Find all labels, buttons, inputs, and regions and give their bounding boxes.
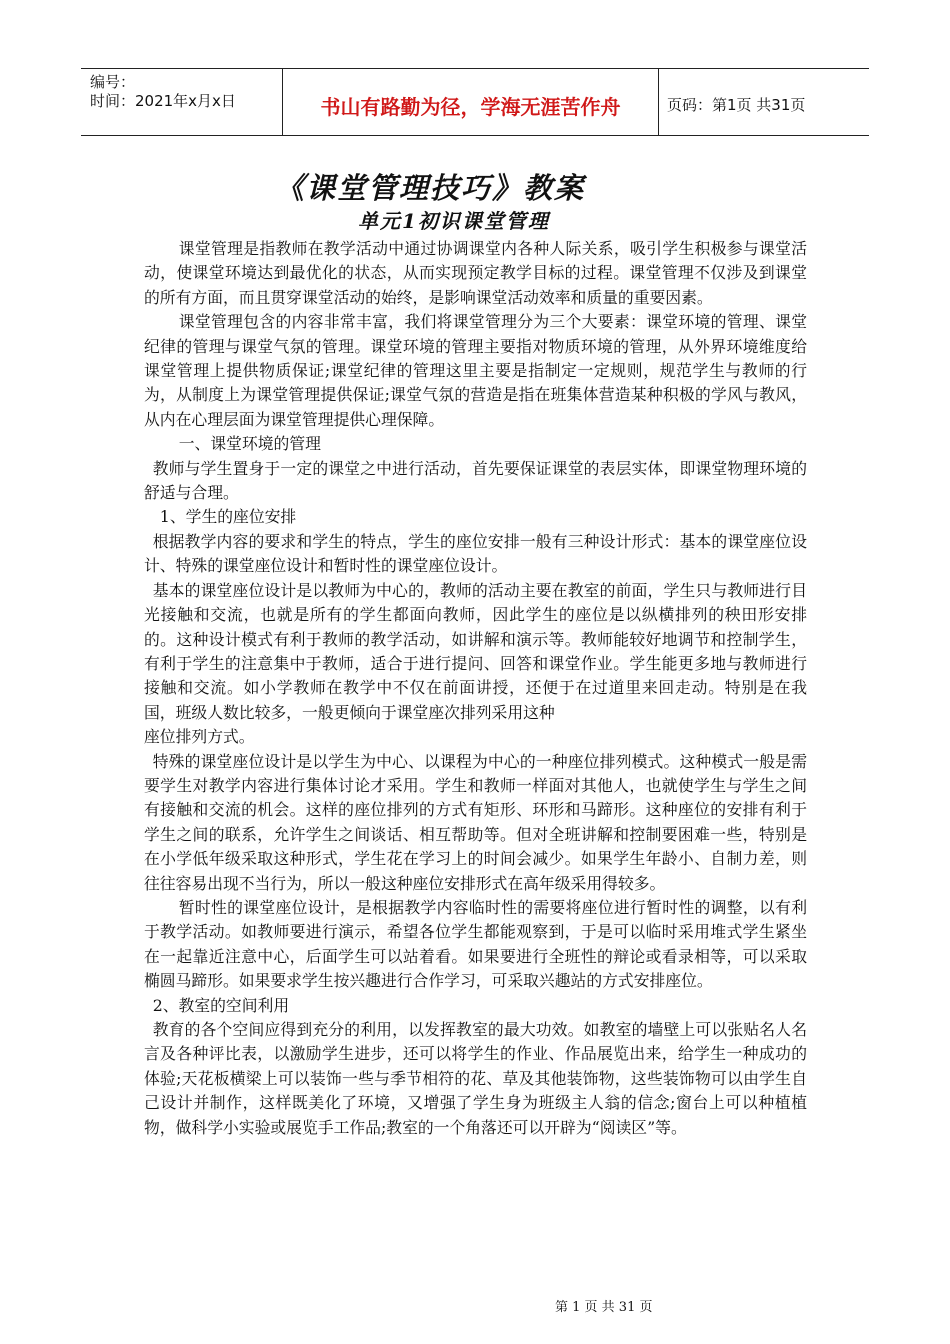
paragraph: 暂时性的课堂座位设计，是根据教学内容临时性的需要将座位进行暂时性的调整，以有利于教学活动。如教师要进行演示，希望各位学生都能观察到，于是可以临时采用堆式学生紧坐在一起靠近注意中心，后面学生可以站着看。如果要进行全班性的辩论或看录相等，可以采取椭圆马蹄形。如果要求学生按兴趣进行合作学习，可采取兴趣站的方式安排座位。 xyxy=(144,897,807,991)
section-heading: 一、课堂环境的管理 xyxy=(178,434,321,454)
header-meta xyxy=(81,69,283,135)
header-date: 时间：2021年x月x日 xyxy=(90,92,236,110)
subsection-heading: 2、教室的空间利用 xyxy=(152,995,290,1015)
paragraph: 座位排列方式。 xyxy=(144,727,255,747)
document-body xyxy=(144,237,807,1140)
unit-subtitle: 单元1初识课堂管理 xyxy=(358,209,550,233)
paragraph: 课堂管理包含的内容非常丰富，我们将课堂管理分为三个大要素：课堂环境的管理、课堂纪律的管理与课堂气氛的管理。课堂环境的管理主要指对物质环境的管理，从外界环境维度给课堂管理上提供物质保证;课堂纪律的管理这里主要是指制定一定规则，规范学生与教师的行为，从制度上为课堂管理提供保证;课堂气氛的营造是指在班集体营造某种积极的学风与教风，从内在心理层面为课堂管理提供心理保障。 xyxy=(144,312,807,429)
header-number: 编号： xyxy=(90,73,136,91)
paragraph: 根据教学内容的要求和学生的特点，学生的座位安排一般有三种设计形式：基本的课堂座位设计、特殊的课堂座位设计和暂时性的课堂座位设计。 xyxy=(144,531,807,576)
paragraph: 教育的各个空间应得到充分的利用，以发挥教室的最大功效。如教室的墙壁上可以张贴名人名言及各种评比表，以激励学生进步，还可以将学生的作业、作品展览出来，给学生一种成功的体验;天花板横梁上可以装饰一些与季节相符的花、草及其他装饰物，这些装饰物可以由学生自己设计并制作，这样既美化了环境，又增强了学生身为班级主人翁的信念;窗台上可以种植植物，做科学小实验或展览手工作品;教室的一个角落还可以开辟为“阅读区”等。 xyxy=(144,1020,807,1137)
page-header xyxy=(81,68,869,136)
paragraph: 教师与学生置身于一定的课堂之中进行活动，首先要保证课堂的表层实体，即课堂物理环境的舒适与合理。 xyxy=(144,458,807,503)
footer-page-number: 第 1 页 共 31 页 xyxy=(555,1300,653,1315)
paragraph: 基本的课堂座位设计是以教师为中心的，教师的活动主要在教室的前面，学生只与教师进行目光接触和交流，也就是所有的学生都面向教师，因此学生的座位是以纵横排列的秧田形安排的。这种设计模式有利于教师的教学活动，如讲解和演示等。教师能较好地调节和控制学生，有利于学生的注意集中于教师，适合于进行提问、回答和课堂作业。学生能更多地与教师进行接触和交流。如小学教师在教学中不仅在前面讲授，还便于在过道里来回走动。特别是在我国，班级人数比较多，一般更倾向于课堂座次排列采用这种 xyxy=(144,580,807,722)
document-title: 《课堂管理技巧》教案 xyxy=(274,171,585,205)
paragraph: 特殊的课堂座位设计是以学生为中心、以课程为中心的一种座位排列模式。这种模式一般是需要学生对教学内容进行集体讨论才采用。学生和教师一样面对其他人，也就使学生与学生之间有接触和交流的机会。这样的座位排列的方式有矩形、环形和马蹄形。这种座位的安排有利于学生之间的联系，允许学生之间谈话、相互帮助等。但对全班讲解和控制要困难一些，特别是在小学低年级采取这种形式，学生花在学习上的时间会减少。如果学生年龄小、自制力差，则往往容易出现不当行为，所以一般这种座位安排形式在高年级采用得较多。 xyxy=(144,751,807,893)
subsection-heading: 1、学生的座位安排 xyxy=(159,507,297,527)
header-page-info: 页码：第1页 共31页 xyxy=(667,95,806,114)
paragraph: 课堂管理是指教师在教学活动中通过协调课堂内各种人际关系，吸引学生积极参与课堂活动，使课堂环境达到最优化的状态，从而实现预定教学目标的过程。课堂管理不仅涉及到课堂的所有方面，而且贯穿课堂活动的始终，是影响课堂活动效率和质量的重要因素。 xyxy=(144,239,807,307)
header-motto: 书山有路勤为径，学海无涯苦作舟 xyxy=(283,69,659,135)
